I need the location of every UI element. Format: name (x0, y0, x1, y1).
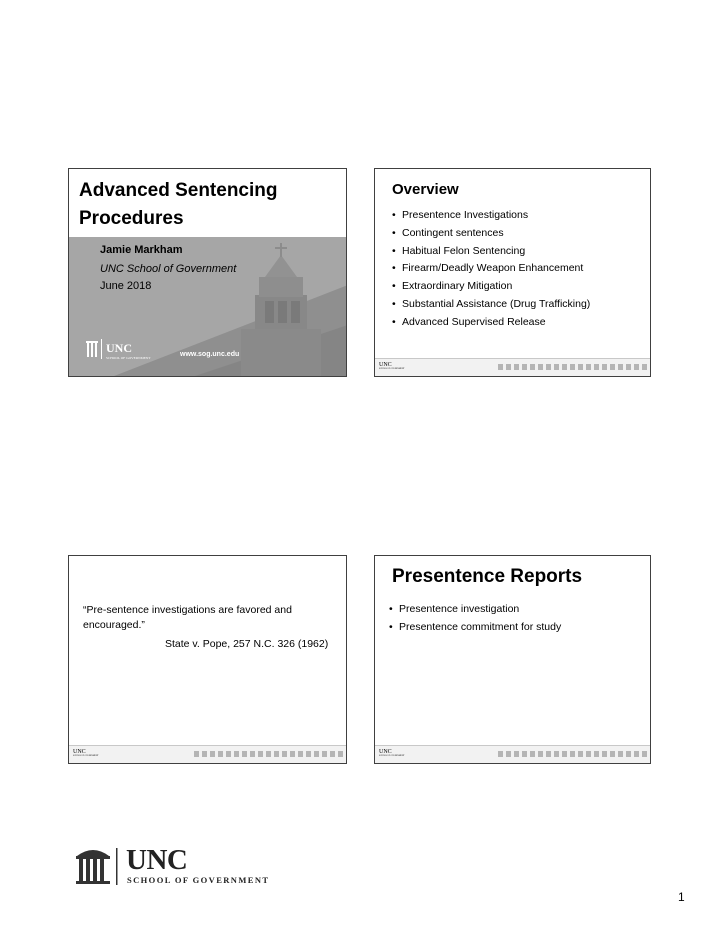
overview-slide (374, 168, 651, 377)
slide-nav-icons (498, 751, 647, 757)
presentence-reports-slide (374, 555, 651, 764)
author-name: Jamie Markham (100, 244, 183, 256)
slide-title: Presentence Reports (392, 566, 583, 587)
footer-logo (73, 749, 98, 758)
title-line-2: Procedures (79, 208, 184, 229)
title-slide (68, 168, 347, 377)
title-line-1: Advanced Sentencing (79, 180, 278, 201)
list-item: • Presentence commitment for study (389, 619, 561, 637)
footer-logo-text: UNC (379, 362, 392, 368)
quote-text: “Pre-sentence investigations are favored and encouraged.” (83, 604, 292, 631)
list-item: • Presentence investigation (389, 601, 561, 619)
footer-logo (379, 362, 404, 371)
footer-logo-subtext: SCHOOL OF GOVERNMENT (379, 755, 405, 757)
footer-logo-subtext: SCHOOL OF GOVERNMENT (73, 755, 99, 757)
page-logo-text: UNC (126, 844, 188, 876)
slide-title (79, 177, 309, 233)
footer-logo-text: UNC (73, 749, 86, 755)
slide-title: Overview (392, 181, 459, 198)
bullet-list (389, 601, 561, 637)
list-item: • Substantial Assistance (Drug Trafficking) (392, 296, 590, 314)
website-url: www.sog.unc.edu (180, 351, 240, 358)
slide-nav-icons (498, 364, 647, 370)
slide-logo-text: UNC (106, 341, 132, 355)
list-item: • Presentence Investigations (392, 207, 590, 225)
list-item: • Extraordinary Mitigation (392, 278, 590, 296)
slide-nav-icons (194, 751, 343, 757)
slide-footer (375, 358, 650, 376)
footer-logo-subtext: SCHOOL OF GOVERNMENT (379, 368, 405, 370)
quote-citation: State v. Pope, 257 N.C. 326 (1962) (165, 638, 329, 650)
list-item: • Contingent sentences (392, 225, 590, 243)
list-item: • Habitual Felon Sentencing (392, 243, 590, 261)
old-well-icon (74, 846, 118, 886)
list-item: • Advanced Supervised Release (392, 314, 590, 332)
bullet-list (392, 207, 590, 332)
quote-slide (68, 555, 347, 764)
slide-footer (69, 745, 346, 763)
list-item: • Firearm/Deadly Weapon Enhancement (392, 260, 590, 278)
title-area (69, 169, 346, 237)
page-logo-subtext: SCHOOL OF GOVERNMENT (127, 875, 270, 885)
page-number: 1 (678, 890, 685, 904)
slide-logo-subtext: SCHOOL OF GOVERNMENT (106, 356, 151, 360)
slide-footer (375, 745, 650, 763)
presentation-date: June 2018 (100, 280, 152, 292)
footer-logo-text: UNC (379, 749, 392, 755)
footer-logo (379, 749, 404, 758)
author-organization: UNC School of Government (100, 263, 237, 275)
